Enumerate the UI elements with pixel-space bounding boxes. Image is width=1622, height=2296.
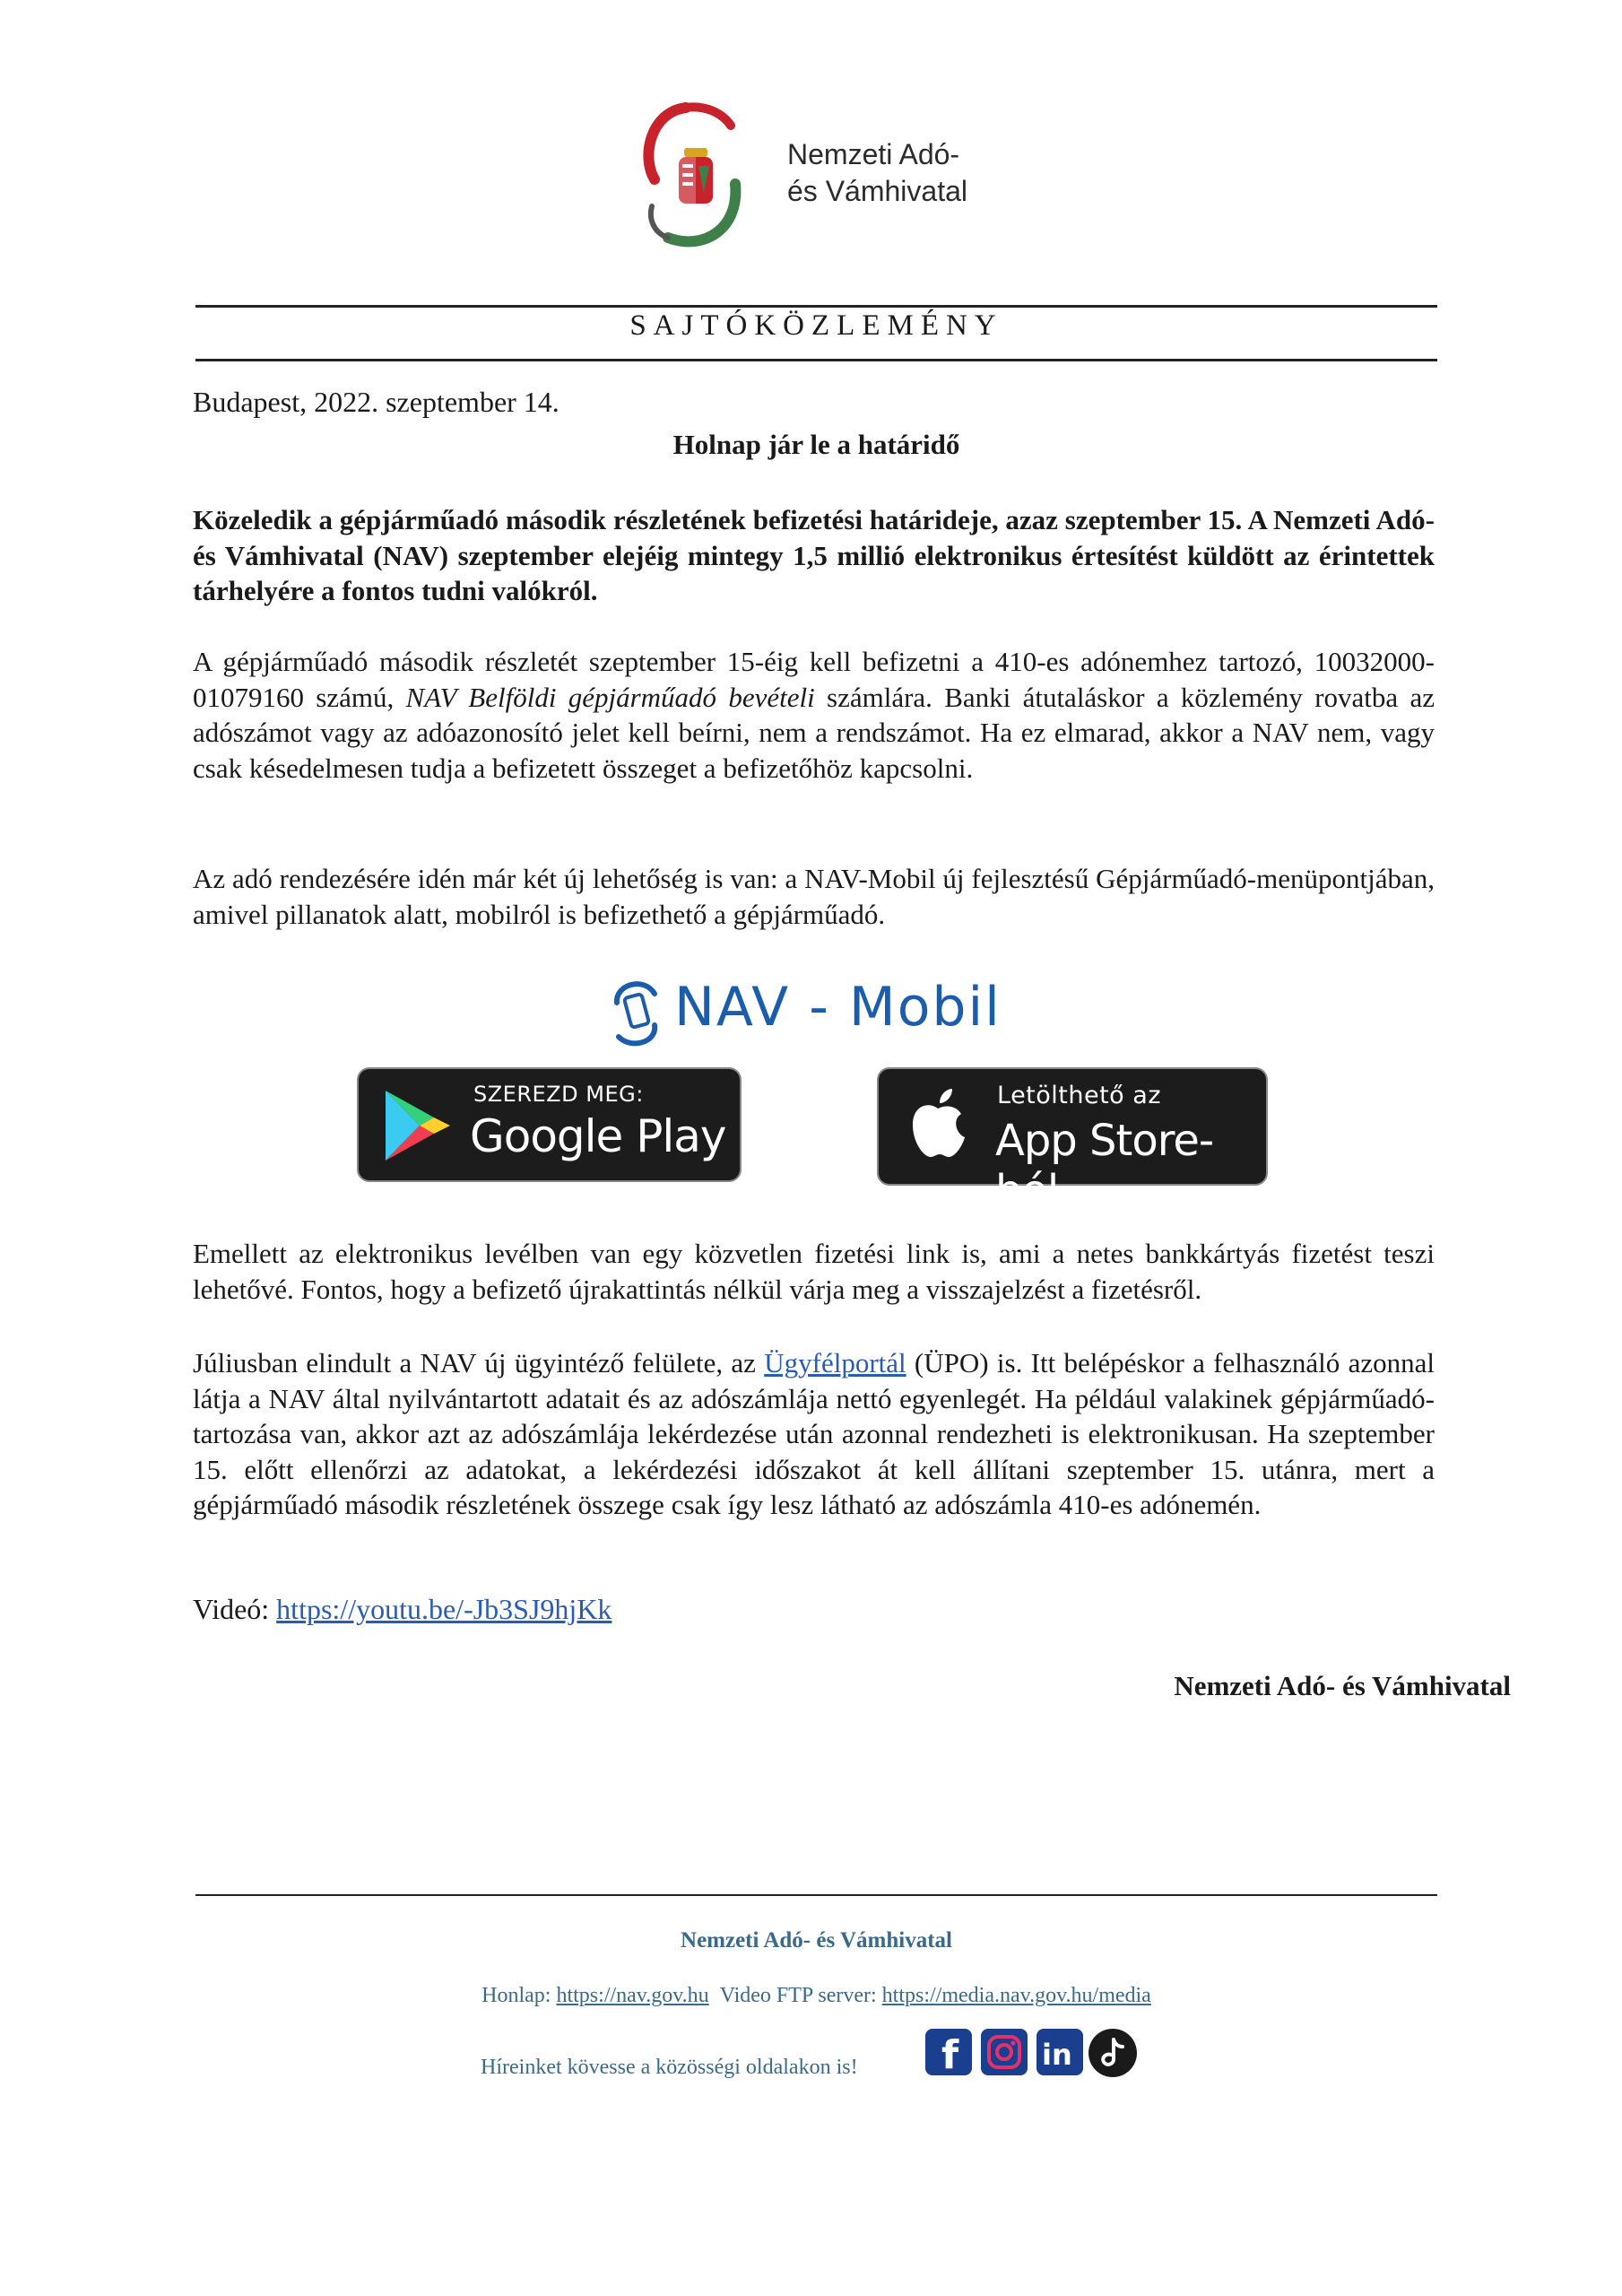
svg-text:in: in xyxy=(1042,2038,1072,2072)
ugyfelportal-link[interactable]: Ügyfélportál xyxy=(764,1347,906,1378)
app-store-button[interactable] xyxy=(877,1067,1268,1216)
signature: Nemzeti Adó- és Vámhivatal xyxy=(1174,1670,1511,1701)
video-line: Videó: https://youtu.be/-Jb3SJ9hjKk xyxy=(193,1593,612,1625)
nav-mobile-icon xyxy=(608,976,664,1049)
footer-links: Honlap: https://nav.gov.hu Video FTP server: https://media.nav.gov.hu/media xyxy=(481,1984,1151,2007)
google-play-small-text: SZEREZD MEG: xyxy=(473,1082,644,1107)
press-release-heading: SAJTÓKÖZLEMÉNY xyxy=(629,309,1003,342)
nav-mobile-label: NAV - Mobil xyxy=(674,976,1002,1039)
google-play-button[interactable] xyxy=(357,1067,742,1182)
homepage-link[interactable]: https://nav.gov.hu xyxy=(556,1984,709,2007)
paragraph-4: Emellett az elektronikus levélben van egy közvetlen fizetési link is, ami a netes bankkártyás fizetést teszi lehetővé. Fontos, hogy a befizető újrakattintás nélkül várja meg a visszajelzést a fizetésről. xyxy=(193,1238,1435,1305)
footer-org-name: Nemzeti Adó- és Vámhivatal xyxy=(681,1928,952,1952)
article-title: Holnap jár le a határidő xyxy=(672,429,960,460)
header-rule-bottom xyxy=(195,359,1437,361)
header-rule-top xyxy=(195,305,1437,308)
org-name: Nemzeti Adó- és Vámhivatal xyxy=(787,138,967,207)
video-link[interactable]: https://youtu.be/-Jb3SJ9hjKk xyxy=(276,1593,612,1625)
footer-rule xyxy=(195,1894,1437,1896)
ftp-link[interactable]: https://media.nav.gov.hu/media xyxy=(881,1984,1151,2007)
paragraph-2: A gépjárműadó második részletét szeptember 15-éig kell befizetni a 410-es adónemhez tartozó, 10032000-01079160 számú, NAV Belföldi gépjárműadó bevételi számlára. Banki átutaláskor a közlemény rovatba az adószámot vagy az adóazonosító jelet kell beírni, nem a rendszámot. Ha ez elmarad, akkor a NAV nem, vagy csak késedelmesen tudja a befizetett összeget a befizetőhöz kapcsolni. xyxy=(193,646,1435,784)
facebook-icon[interactable] xyxy=(925,2029,972,2075)
tiktok-icon[interactable] xyxy=(1089,2029,1137,2077)
lead-paragraph: Közeledik a gépjárműadó második részletének befizetési határideje, azaz szeptember 15. A Nemzeti Adó- és Vámhivatal (NAV) szeptember elejéig mintegy 1,5 millió elektronikus értesítést küldött az érintettek tárhelyére a fontos tudni valókról. xyxy=(193,504,1435,607)
instagram-icon[interactable] xyxy=(981,2029,1028,2075)
paragraph-3: Az adó rendezésére idén már két új lehetőség is van: a NAV-Mobil új fejlesztésű Gépjárműadó-menüpontjában, amivel pillanatok alatt, mobilról is befizethető a gépjárműadó. xyxy=(193,863,1435,930)
svg-text:f: f xyxy=(941,2032,959,2075)
account-name: NAV Belföldi gépjárműadó bevételi xyxy=(405,681,815,713)
dateline: Budapest, 2022. szeptember 14. xyxy=(193,386,559,418)
paragraph-5: Júliusban elindult a NAV új ügyintéző felülete, az Ügyfélportál (ÜPO) is. Itt belépéskor a felhasználó azonnal látja a NAV által nyilvántartott adatait és az adószámlája nettó egyenlegét. Ha például valakinek gépjárműadó-tartozása van, akkor azt az adószámlája lekérdezése után azonnal rendezheti is elektronikusan. Ha szeptember 15. előtt ellenőrzi az adatokat, a lekérdezési időszakot át kell állítani szeptember 15. utánra, mert a gépjárműadó második részletének összege csak így lesz látható az adószámla 410-es adónemén. xyxy=(193,1347,1435,1521)
app-store-small-text: Letölthető az xyxy=(997,1082,1162,1109)
google-play-icon xyxy=(382,1089,454,1162)
follow-text: Híreinket kövesse a közösségi oldalakon is! xyxy=(481,2056,858,2079)
app-store-big-text: App Store-ból xyxy=(995,1116,1214,1216)
apple-icon xyxy=(909,1087,967,1161)
nav-logo xyxy=(632,94,758,260)
linkedin-icon[interactable] xyxy=(1037,2029,1083,2075)
google-play-big-text: Google Play xyxy=(470,1110,726,1162)
